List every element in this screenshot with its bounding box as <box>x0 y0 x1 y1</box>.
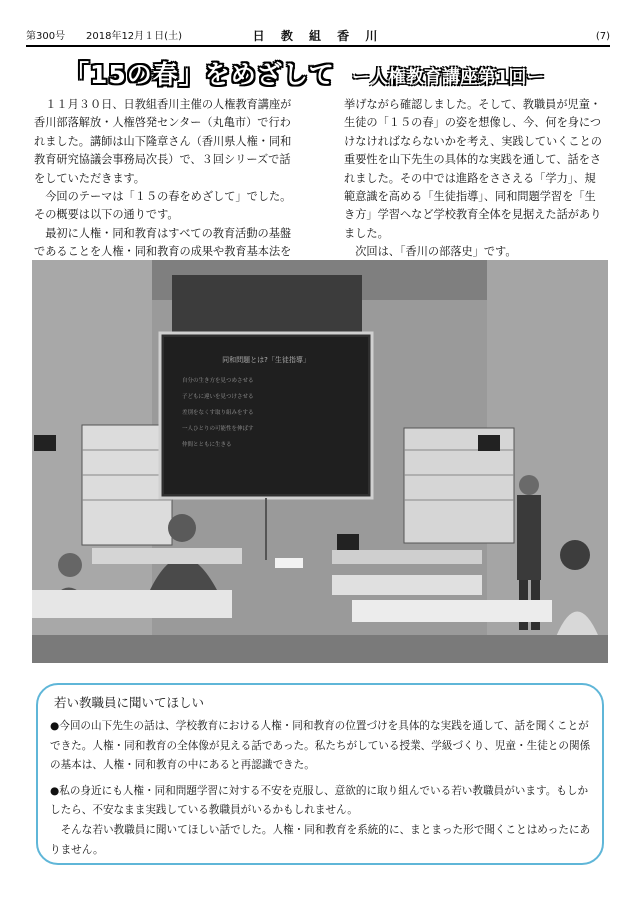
article-column-right <box>344 96 606 262</box>
slide-title: 同和問題とは?「生徒指導」 <box>222 356 310 364</box>
paragraph: 次回は、「香川の部落史」です。 <box>355 245 517 259</box>
slide-line: 一人ひとりの可能性を伸ばす <box>182 426 254 432</box>
lecture-photo-illustration <box>32 260 608 663</box>
sidebar-box-body <box>50 717 596 860</box>
sidebar-box-item: そんな若い教職員に聞いてほしい話でした。人権・同和教育を系統的に、まとまった形で聞くことはめったにありません。 <box>50 823 591 856</box>
article-subtitle: ー人権教育講座第1回ー <box>352 67 545 88</box>
sidebar-box-item: ●今回の山下先生の話は、学校教育における人権・同和教育の位置づけを具体的な実践を通して、話を聞くことができた。人権・同和教育の全体像が見える話であった。私たちがしている授業、学級づくり、児童・生徒との関係の基本は、人権・同和教育の中にあると再認識できた。 <box>50 720 591 772</box>
article-column-left <box>34 96 296 262</box>
lecture-photo <box>32 260 608 663</box>
sidebar-box-title: 若い教職員に聞いてほしい <box>54 695 205 710</box>
sidebar-box-item: ●私の身近にも人権・同和問題学習に対する不安を克服し、意欲的に取り組んでいる若い教職員がいます。もしかしたら、不安なまま実践している教職員がいるかもしれません。 <box>50 784 589 817</box>
slide-line: 差別をなくす取り組みをする <box>182 410 254 416</box>
sidebar-box <box>36 683 604 865</box>
issue-number: 第300号 <box>26 31 66 42</box>
article-title: 「15の春」をめざして <box>64 60 335 89</box>
page-number: (7) <box>595 31 610 42</box>
paragraph: １１月３０日、日教組香川主催の人権教育講座が香川部落解放・人権啓発センター（丸亀市）で行われました。講師は山下隆章さん（香川県人権・同和教育研究協議会事務局次長）で、３回シリーズで話をしていただきます。 <box>34 98 292 185</box>
paragraph: 最初に人権・同和教育はすべての教育活動の基盤であることを人権・同和教育の成果や教育基本法を <box>34 226 292 259</box>
issue-date: 2018年12月１日(土) <box>86 31 182 42</box>
paragraph: 今回のテーマは「１５の春をめざして」でした。その概要は以下の通りです。 <box>34 190 292 222</box>
slide-line: 子どもに違いを見つけさせる <box>182 394 254 400</box>
slide-line: 仲間とともに生きる <box>182 442 232 448</box>
newspaper-name: 日 教 組 香 川 <box>252 29 384 43</box>
masthead <box>26 31 610 47</box>
paragraph: 挙げながら確認しました。そして、教職員が児童・生徒の「１５の春」の姿を想像し、今、何を身につけなければならないかを考え、実践していくことの重要性を山下先生の具体的な実践を通して、話をされました。その中では進路をささえる「学力」、規範意識を高める「生徒指導」、同和問題学習を「生き方」学習へなど学校教育全体を見据えた話がありました。 <box>344 98 602 240</box>
slide-line: 自分の生き方を見つめさせる <box>182 378 254 384</box>
